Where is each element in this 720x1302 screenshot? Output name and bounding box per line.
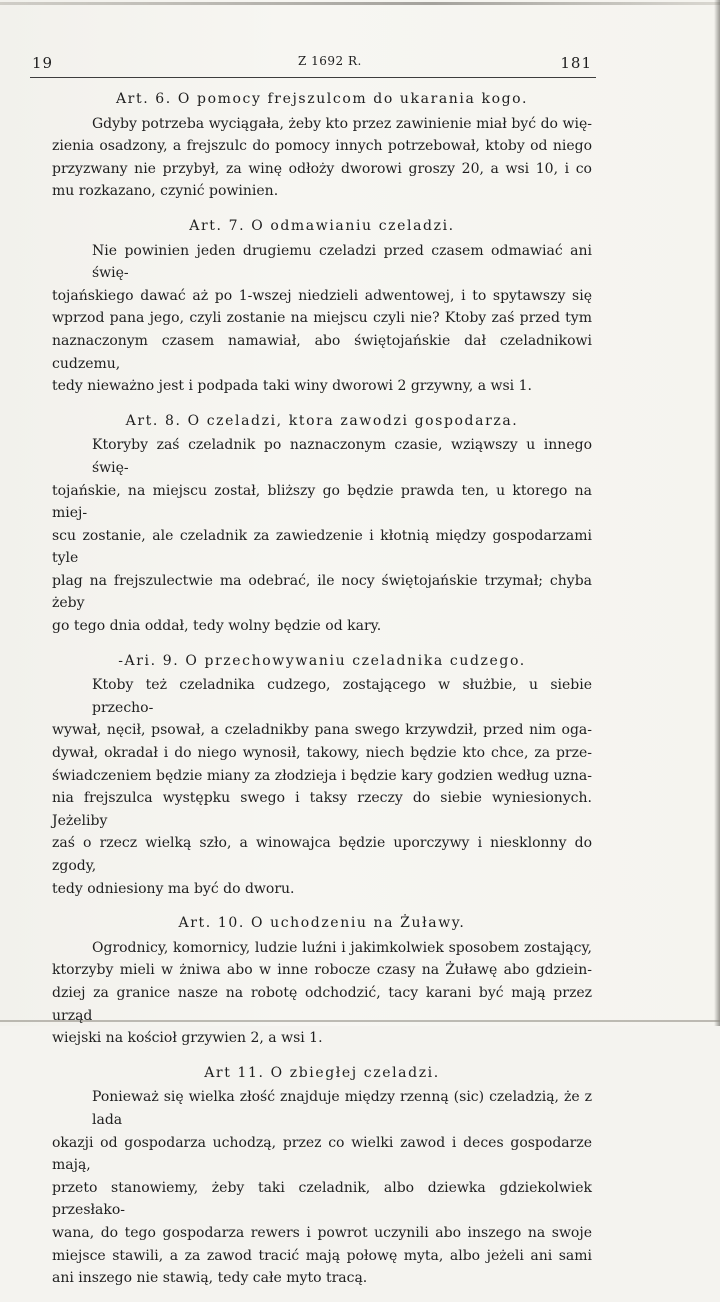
article-8	[52, 410, 592, 638]
text-line: wywał, nęcił, psował, a czeladnikby pana swego krzywdził, przed nim oga-	[52, 722, 592, 739]
article-text	[52, 937, 592, 1050]
text-line: zaś o rzecz wielką szło, a winowajca będzie uporczywy i niesklonny do zgody,	[52, 835, 592, 874]
text-line: okazji od gospodarza uchodzą, przez co wielki zawod i deces gospodarze mają,	[52, 1134, 592, 1174]
article-title: Art. 8. O czeladzi, ktora zawodzi gospodarza.	[125, 412, 519, 429]
article-title: -Ari. 9. O przechowywaniu czeladnika cudzego.	[118, 652, 526, 669]
text-line: tedy nieważno jest i podpada taki winy dworowi 2 grzywny, a wsi 1.	[52, 378, 532, 395]
article-text	[52, 434, 592, 637]
text-line: dziej za granice nasze na robotę odchodzić, tacy karani być mają przez urząd	[52, 984, 592, 1024]
article-title: Art. 10. O uchodzeniu na Żuławy.	[178, 915, 466, 932]
running-head	[32, 50, 592, 74]
text-line: ktorzyby mieli w żniwa abo w inne robocze czasy na Żuławę abo gdziein-	[52, 962, 592, 979]
text-line: wiejski na kościoł grzywien 2, a wsi 1.	[52, 1030, 323, 1047]
text-line: ani inszego nie stawią, tedy całe myto tracą.	[52, 1270, 368, 1287]
text-line: Gdyby potrzeba wyciągała, żeby kto przez zawinienie miał być do wię-	[92, 115, 592, 132]
article-title: Art. 6. O pomocy frejszulcom do ukarania kogo.	[115, 91, 529, 107]
article-text	[52, 1086, 592, 1289]
article-6	[52, 88, 592, 203]
article-title: Art. 7. O odmawianiu czeladzi.	[189, 217, 455, 234]
text-line: tedy odniesiony ma być do dworu.	[52, 880, 295, 897]
text-line: tojańskiego dawać aż po 1-wszej niedzieli adwentowej, i to spytawszy się	[52, 287, 592, 304]
scan-top-edge	[0, 2, 720, 5]
article-10	[52, 912, 592, 1050]
text-line: dywał, okradał i do niego wynosił, takowy, niech będzie kto chce, za prze-	[52, 745, 592, 762]
running-head-section-number: 19	[32, 54, 54, 72]
text-line: naznaczonym czasem namawiał, abo świętojańskie dał czeladnikowi cudzemu,	[52, 332, 592, 372]
text-line: nia frejszulca występku swego i taksy rzeczy do siebie wyniesionych. Jeżeliby	[52, 790, 592, 829]
text-line: przyzwany nie przybył, za winę odłoży dworowi groszy 20, a wsi 10, i co	[52, 160, 592, 177]
text-line: wana, do tego gospodarza rewers i powrot uczynili abo inszego na swoje	[52, 1224, 592, 1241]
text-line: wprzod pana jego, czyli zostanie na miejscu czyli nie? Ktoby zaś przed tym	[52, 310, 592, 327]
running-head-year: Z 1692 R.	[298, 54, 362, 68]
text-line: go tego dnia oddał, tedy wolny będzie od kary.	[52, 618, 382, 635]
scan-right-edge	[714, 0, 720, 1026]
text-line: miejsce stawili, a za zawod tracić mają połowę myta, albo jeżeli ani sami	[52, 1247, 592, 1264]
text-line: scu zostanie, ale czeladnik za zawiedzenie i kłotnią między gospodarzami tyle	[52, 527, 592, 567]
page-number: 181	[560, 54, 592, 72]
article-11	[52, 1062, 592, 1290]
article-7	[52, 215, 592, 398]
article-text	[52, 113, 592, 203]
text-line: mu rozkazano, czynić powinien.	[52, 183, 279, 200]
text-line: Ktoby też czeladnika cudzego, zostającego w służbie, u siebie przecho-	[92, 677, 592, 716]
page-body	[52, 88, 592, 1302]
text-line: Nie powinien jeden drugiemu czeladzi przed czasem odmawiać ani świę-	[92, 242, 592, 282]
article-9	[52, 650, 592, 901]
header-rule	[30, 77, 596, 78]
article-text	[52, 674, 592, 900]
article-title: Art 11. O zbiegłej czeladzi.	[204, 1064, 440, 1081]
text-line: zienia osadzony, a frejszulc do pomocy innych potrzebował, ktoby od niego	[52, 138, 592, 155]
text-line: tojańskie, na miejscu został, bliższy go będzie prawda ten, u ktorego na miej-	[52, 482, 592, 522]
text-line: plag na frejszulectwie ma odebrać, ile nocy świętojańskie trzymał; chyba żeby	[52, 572, 592, 612]
text-line: przeto stanowiemy, żeby taki czeladnik, albo dziewka gdziekolwiek przesłako-	[52, 1179, 592, 1219]
text-line: świadczeniem będzie miany za złodzieja i będzie kary godzien według uzna-	[52, 767, 592, 784]
article-text	[52, 240, 592, 398]
text-line: Ktoryby zaś czeladnik po naznaczonym czasie, wziąwszy u innego świę-	[92, 437, 592, 476]
text-line: Ogrodnicy, komornicy, ludzie luźni i jakimkolwiek sposobem zostający,	[92, 939, 592, 956]
text-line: Ponieważ się wielka złość znajduje między rzenną (sic) czeladzią, że z lada	[92, 1089, 592, 1128]
